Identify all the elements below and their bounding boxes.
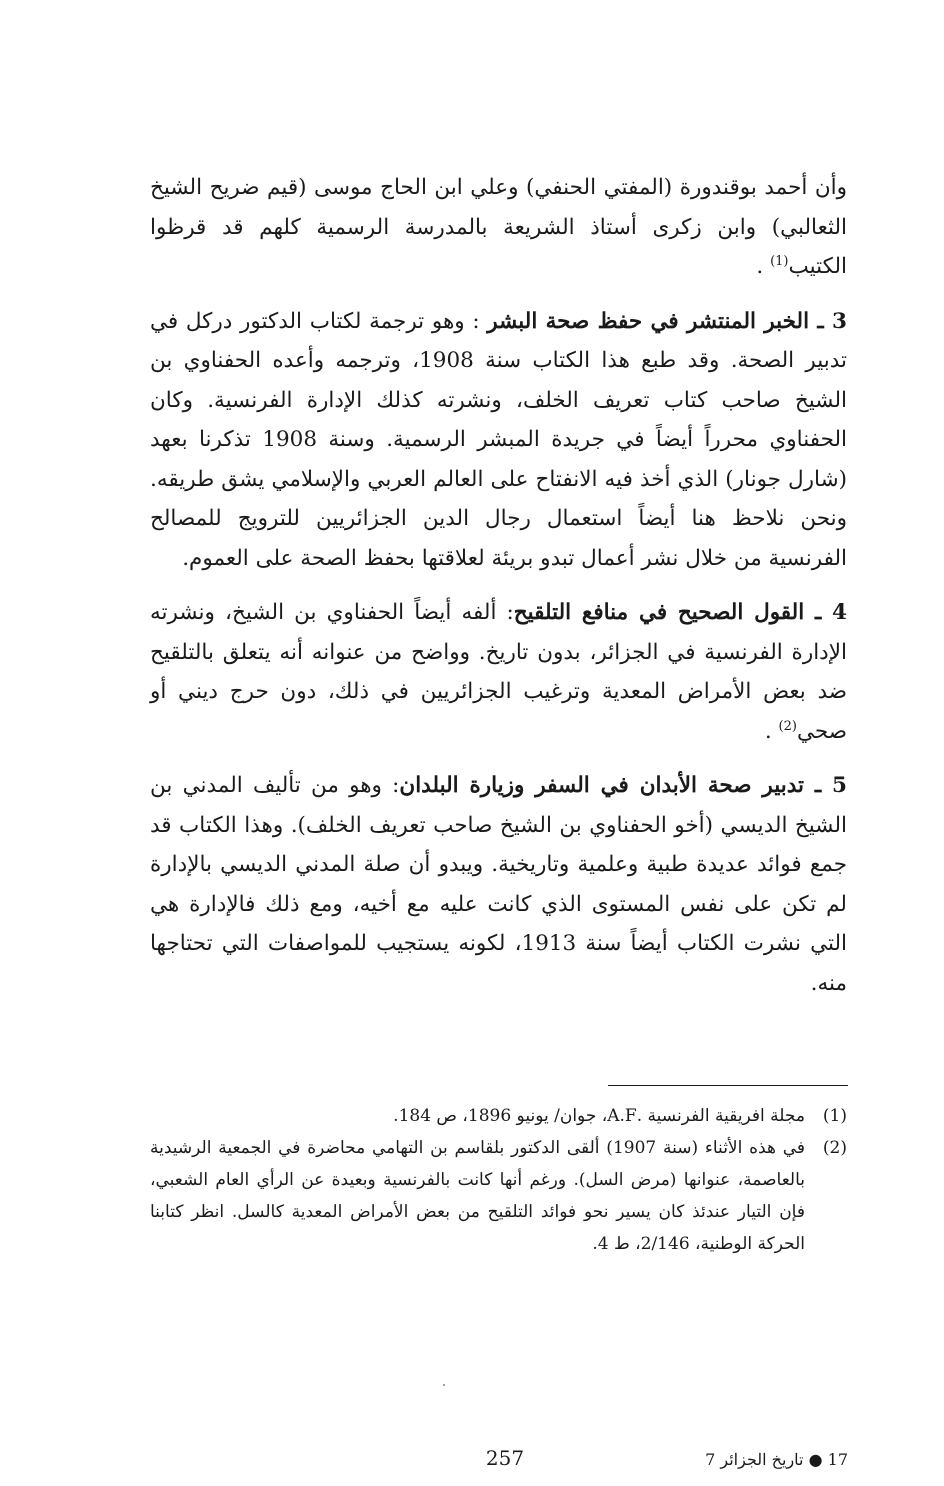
footnote-number: (1) (822, 1106, 847, 1126)
paragraph-item-3 (150, 302, 847, 579)
paragraph-intro (150, 168, 847, 287)
paragraph-item-5 (150, 766, 847, 1003)
item-heading: 3 ـ الخبر المنتشر في حفظ صحة البشر (487, 308, 847, 334)
footnote-text: مجلة افريقية الفرنسية .A.F، جوان/ يونيو 1896، ص 184. (393, 1106, 805, 1126)
footnote-divider (608, 1085, 848, 1086)
paragraph-text: : وهو ترجمة لكتاب الدكتور دركل في تدبير الصحة. وقد طبع هذا الكتاب سنة 1908، وترجمه وأعده الحفناوي بن الشيخ صاحب كتاب تعريف الخلف، ونشرته كذلك الإدارة الفرنسية. وكان الحفناوي محرراً أيضاً في جريدة المبشر الرسمية. وسنة 1908 تذكرنا بعهد (شارل جونار) الذي أخذ فيه الانفتاح على العالم العربي والإسلامي يشق طريقه. ونحن نلاحظ هنا أيضاً استعمال رجال الدين الجزائريين للترويج للمصالح الفرنسية من خلال نشر أعمال تبدو بريئة لعلاقتها بحفظ الصحة على العموم. (150, 308, 848, 571)
footnote-2 (150, 1132, 847, 1260)
footnote-reference: (2) (778, 718, 797, 734)
main-text (150, 168, 847, 1003)
running-footer: 17 ● تاريخ الجزائر 7 (705, 1450, 848, 1469)
paragraph-text: وأن أحمد بوقندورة (المفتي الحنفي) وعلي ابن الحاج موسى (قيم ضريح الشيخ الثعالبي) وابن زكرى أستاذ الشريعة بالمدرسة الرسمية كلهم قد قرظوا الكتيب (150, 175, 847, 279)
page-number: 257 (485, 1446, 525, 1470)
paragraph-end-mark: . (764, 718, 772, 744)
footnotes (150, 1100, 847, 1260)
paragraph-text: : وهو من تأليف المدني بن الشيخ الديسي (أخو الحفناوي بن الشيخ صاحب تعريف الخلف). وهذا الكتاب قد جمع فوائد عديدة طبية وعلمية وتاريخية. ويبدو أن صلة المدني الديسي بالإدارة لم تكن على نفس المستوى الذي كانت عليه مع أخيه، ومع ذلك فالإدارة هي التي نشرت الكتاب أيضاً سنة 1913، لكونه يستجيب للمواصفات التي تحتاجها منه. (150, 773, 848, 996)
footnote-1 (150, 1100, 847, 1132)
footnote-text: في هذه الأثناء (سنة 1907) ألقى الدكتور بلقاسم بن التهامي محاضرة في الجمعية الرشيدية بالعاصمة، عنوانها (مرض السل). ورغم أنها كانت بالفرنسية وبعيدة عن الرأي العام الشعبي، فإن التيار عندئذ كان يسير نحو فوائد التلقيح من بعض الأمراض المعدية كالسل. انظر كتابنا الحركة الوطنية، 2/146، ط 4. (150, 1138, 805, 1254)
paragraph-text: : ألفه أيضاً الحفناوي بن الشيخ، ونشرته الإدارة الفرنسية في الجزائر، بدون تاريخ. وواضح من عنوانه أنه يتعلق بالتلقيح ضد بعض الأمراض المعدية وترغيب الجزائريين في ذلك، دون حرج ديني أو صحي (150, 600, 847, 744)
paragraph-item-4 (150, 593, 847, 751)
scan-speck (443, 1384, 445, 1386)
item-heading: 4 ـ القول الصحيح في منافع التلقيح (513, 600, 847, 625)
paragraph-end-mark: . (756, 254, 764, 279)
footnote-number: (2) (822, 1138, 847, 1158)
item-heading: 5 ـ تدبير صحة الأبدان في السفر وزيارة البلدان (399, 773, 848, 798)
footnote-reference: (1) (770, 253, 789, 269)
